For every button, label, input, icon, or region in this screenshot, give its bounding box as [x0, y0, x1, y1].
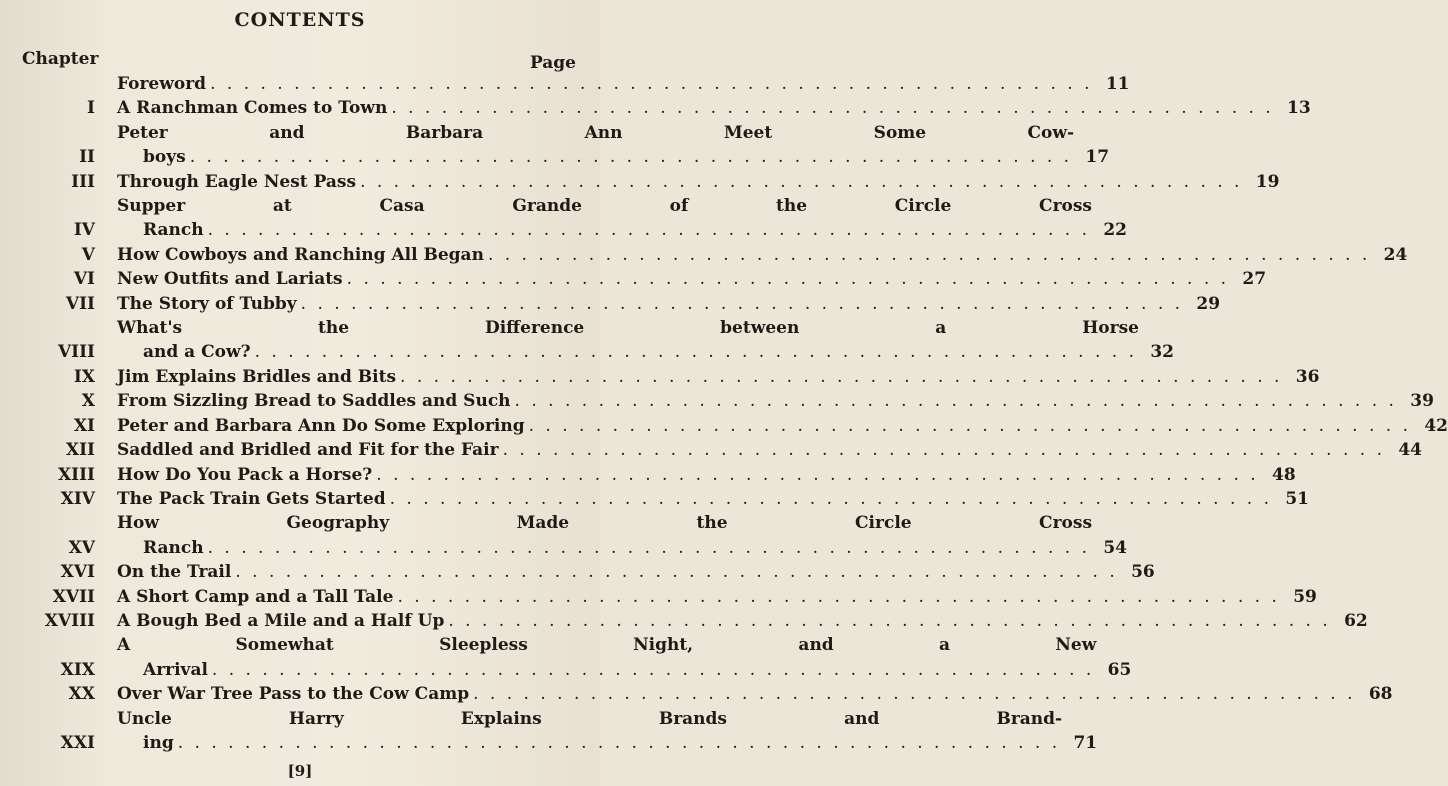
dot-leader — [210, 72, 1092, 96]
toc-entry — [0, 267, 1267, 291]
toc-entry — [0, 438, 1423, 462]
toc-entry — [0, 72, 1130, 96]
toc-entry — [0, 707, 1098, 756]
dot-leader — [178, 731, 1060, 755]
chapter-title-line: boys — [143, 147, 186, 168]
chapter-title-line: Supper at Casa Grande of the Circle Cross — [117, 196, 1093, 217]
page-number: 65 — [1107, 659, 1132, 680]
page-number: 71 — [1073, 732, 1098, 753]
chapter-number: XVI — [60, 562, 95, 583]
page-number: 56 — [1131, 562, 1155, 583]
page-number: 68 — [1368, 684, 1393, 705]
page-number: 13 — [1287, 98, 1311, 119]
dot-leader — [397, 585, 1279, 609]
toc-entry — [0, 609, 1368, 633]
chapter-title-line: A Bough Bed a Mile and a Half Up — [117, 610, 445, 631]
chapter-title — [117, 121, 1074, 170]
chapter-number: XVIII — [44, 610, 95, 631]
dot-leader — [391, 96, 1273, 120]
chapter-title — [117, 316, 1139, 365]
chapter-title — [117, 292, 1185, 316]
toc-entry — [0, 487, 1309, 511]
chapter-number: XVII — [52, 586, 95, 607]
page-number: 27 — [1242, 269, 1267, 290]
toc-entry — [0, 633, 1132, 682]
chapter-number: I — [87, 98, 95, 119]
dot-leader — [347, 267, 1229, 291]
dot-leader — [448, 609, 1330, 633]
chapter-number: III — [71, 171, 95, 192]
toc-entry — [0, 585, 1317, 609]
toc-entry — [0, 365, 1320, 389]
chapter-number: VI — [73, 269, 95, 290]
dot-leader — [301, 292, 1183, 316]
chapter-title — [117, 96, 1276, 120]
dot-leader — [212, 658, 1094, 682]
chapter-column-header: Chapter — [22, 49, 99, 69]
dot-leader — [488, 243, 1370, 267]
page-number: 19 — [1255, 171, 1280, 192]
dot-leader — [235, 560, 1117, 584]
page-number: 11 — [1105, 74, 1130, 94]
chapter-title-line: The Story of Tubby — [117, 293, 297, 314]
chapter-title-line: Peter and Barbara Ann Do Some Exploring — [117, 415, 525, 436]
toc-entry — [0, 414, 1448, 438]
chapter-title-line: Over War Tree Pass to the Cow Camp — [117, 684, 470, 705]
chapter-title-line: New Outfits and Lariats — [117, 269, 343, 290]
page-number-footer: [9] — [287, 762, 313, 780]
chapter-title — [117, 463, 1261, 487]
page-number: 17 — [1085, 147, 1110, 168]
chapter-number: XXI — [60, 732, 95, 753]
chapter-title-line: Ranch — [143, 537, 204, 558]
page-number: 32 — [1150, 342, 1174, 363]
dot-leader — [360, 170, 1242, 194]
chapter-title-line: A Somewhat Sleepless Night, and a New — [117, 635, 1097, 656]
toc-entry — [0, 463, 1296, 487]
page-number: 22 — [1103, 220, 1128, 241]
dot-leader — [529, 414, 1411, 438]
dot-leader — [515, 389, 1397, 413]
toc-entry — [0, 243, 1408, 267]
chapter-number: XIX — [60, 659, 95, 680]
chapter-title — [117, 72, 1094, 96]
dot-leader — [376, 463, 1258, 487]
dot-leader — [255, 340, 1137, 364]
chapter-title-line: Through Eagle Nest Pass — [117, 171, 357, 192]
dot-leader — [400, 365, 1282, 389]
chapter-title-line: Ranch — [143, 220, 204, 241]
chapter-title-line: On the Trail — [117, 562, 232, 583]
chapter-title — [117, 389, 1399, 413]
page-number: 29 — [1196, 293, 1221, 314]
page-number: 42 — [1424, 415, 1448, 436]
chapter-title — [117, 511, 1092, 560]
chapter-title — [117, 560, 1120, 584]
page-number: 48 — [1272, 464, 1296, 485]
chapter-title-line: Arrival — [143, 659, 208, 680]
chapter-title-line: and a Cow? — [143, 342, 251, 363]
chapter-number: XII — [65, 440, 95, 461]
page-number: 62 — [1344, 610, 1368, 631]
page-number: 24 — [1383, 244, 1408, 265]
chapter-number: V — [81, 244, 95, 265]
chapter-title-line: Foreword — [117, 74, 207, 94]
chapter-title — [117, 633, 1096, 682]
chapter-number: XV — [68, 537, 95, 558]
chapter-title — [117, 243, 1372, 267]
chapter-title — [117, 267, 1231, 291]
chapter-number: XIV — [60, 488, 95, 509]
page-column-header: Page — [529, 53, 576, 73]
chapter-title-line: From Sizzling Bread to Saddles and Such — [117, 391, 511, 412]
toc-entry — [0, 121, 1110, 170]
chapter-number: VII — [65, 293, 95, 314]
toc-entry — [0, 96, 1311, 120]
chapter-title — [117, 585, 1282, 609]
toc-entry — [0, 194, 1128, 243]
chapter-title-line: Saddled and Bridled and Fit for the Fair — [117, 440, 499, 461]
toc-entry — [0, 511, 1128, 560]
chapter-number: XX — [68, 684, 95, 705]
page-title: CONTENTS — [234, 9, 366, 31]
chapter-title-line: How Geography Made the Circle Cross — [117, 513, 1093, 534]
page-number: 39 — [1410, 391, 1434, 412]
table-of-contents — [0, 72, 1448, 755]
dot-leader — [190, 145, 1072, 169]
dot-leader — [208, 218, 1090, 242]
page-number: 44 — [1398, 440, 1423, 461]
chapter-title — [117, 194, 1092, 243]
chapter-title-line: How Do You Pack a Horse? — [117, 464, 373, 485]
chapter-number: II — [79, 147, 95, 168]
chapter-title-line: A Short Camp and a Tall Tale — [117, 586, 394, 607]
chapter-title — [117, 682, 1358, 706]
toc-entry — [0, 560, 1155, 584]
chapter-title — [117, 170, 1244, 194]
toc-entry — [0, 292, 1221, 316]
dot-leader — [503, 438, 1385, 462]
dot-leader — [473, 682, 1355, 706]
chapter-title — [117, 438, 1387, 462]
page-number: 59 — [1293, 586, 1317, 607]
toc-entry — [0, 170, 1280, 194]
chapter-title — [117, 707, 1062, 756]
chapter-number: X — [81, 391, 95, 412]
toc-entry — [0, 682, 1393, 706]
toc-entry — [0, 389, 1434, 413]
page-number: 36 — [1295, 366, 1320, 387]
chapter-title-line: The Pack Train Gets Started — [117, 488, 386, 509]
chapter-title-line: Peter and Barbara Ann Meet Some Cow- — [117, 122, 1075, 143]
chapter-title-line: Jim Explains Bridles and Bits — [117, 366, 397, 387]
chapter-number: XI — [73, 415, 95, 436]
chapter-title-line: ing — [143, 732, 174, 753]
chapter-title-line: What's the Difference between a Horse — [117, 318, 1139, 339]
chapter-title — [117, 487, 1274, 511]
chapter-title-line: Uncle Harry Explains Brands and Brand- — [117, 708, 1063, 729]
chapter-title — [117, 609, 1333, 633]
chapter-title — [117, 365, 1284, 389]
toc-entry — [0, 316, 1174, 365]
page-number: 51 — [1285, 488, 1309, 509]
chapter-number: IX — [73, 366, 95, 387]
chapter-number: XIII — [57, 464, 95, 485]
page-number: 54 — [1103, 537, 1128, 558]
dot-leader — [390, 487, 1272, 511]
chapter-title — [117, 414, 1413, 438]
chapter-title-line: A Ranchman Comes to Town — [117, 98, 388, 119]
dot-leader — [208, 536, 1090, 560]
chapter-title-line: How Cowboys and Ranching All Began — [117, 244, 484, 265]
chapter-number: VIII — [57, 342, 95, 363]
chapter-number: IV — [73, 220, 95, 241]
